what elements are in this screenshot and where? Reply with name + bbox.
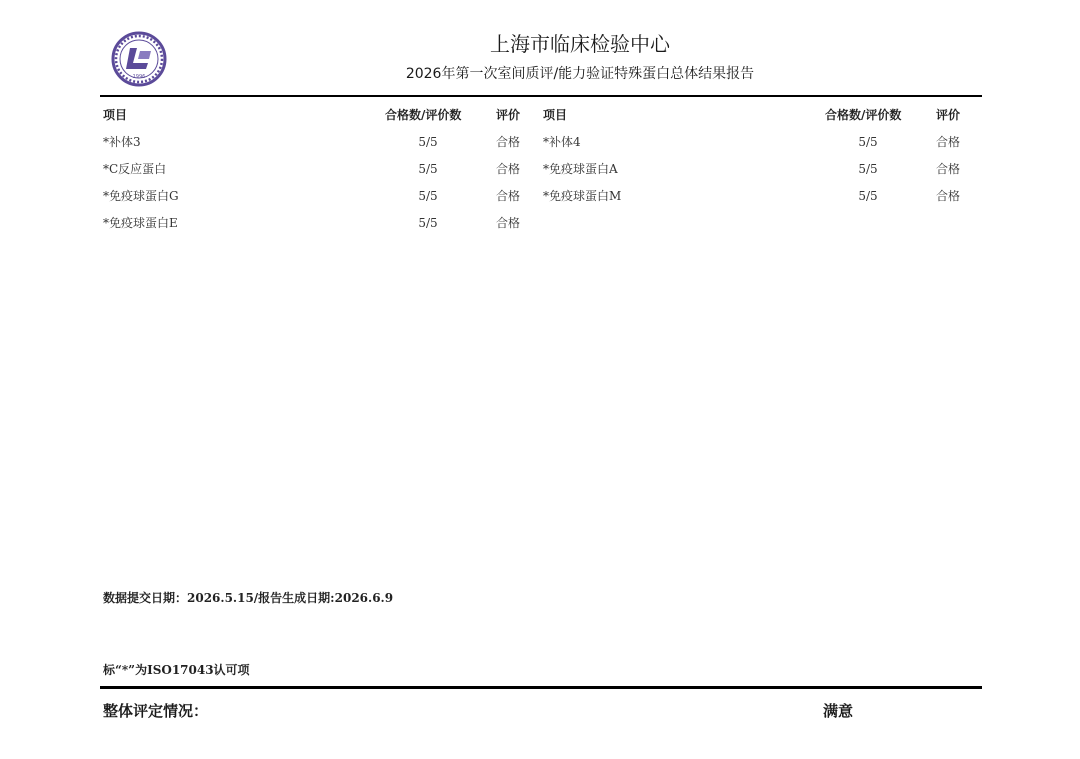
logo-year: 1996 [132,74,146,80]
col-ratio-left: 合格数/评价数 [385,108,462,122]
row-ratio: 5/5 [418,162,438,176]
row-ratio: 5/5 [418,189,438,203]
footer-divider [100,686,982,689]
overall-label: 整体评定情况： [103,702,209,720]
row-item: *补体3 [103,135,141,149]
submission-dates: 数据提交日期：2026.5.15/报告生成日期:2026.6.9 [103,591,394,605]
row-item: *免疫球蛋白M [543,189,622,203]
row-ratio: 5/5 [858,189,878,203]
row-eval: 合格 [496,189,521,203]
row-eval: 合格 [496,216,521,230]
col-eval-left: 评价 [496,108,521,122]
header-divider [100,95,982,97]
row-item: *C反应蛋白 [103,162,167,176]
row-item: *免疫球蛋白A [543,162,618,176]
row-ratio: 5/5 [858,162,878,176]
org-name: 上海市临床检验中心 [490,32,670,56]
row-item: *免疫球蛋白G [103,189,179,203]
row-item: *补体4 [543,135,581,149]
col-item-left: 项目 [103,108,128,122]
col-item-right: 项目 [543,108,568,122]
col-ratio-right: 合格数/评价数 [825,108,902,122]
row-eval: 合格 [936,162,961,176]
row-eval: 合格 [496,135,521,149]
report-title: 2026年第一次室间质评/能力验证特殊蛋白总体结果报告 [405,66,755,82]
row-eval: 合格 [936,135,961,149]
row-ratio: 5/5 [418,216,438,230]
row-ratio: 5/5 [858,135,878,149]
row-eval: 合格 [496,162,521,176]
row-eval: 合格 [936,189,961,203]
overall-value: 满意 [823,702,854,720]
col-eval-right: 评价 [936,108,961,122]
iso-note: 标“*”为ISO17043认可项 [103,663,250,677]
row-item: *免疫球蛋白E [103,216,178,230]
row-ratio: 5/5 [418,135,438,149]
